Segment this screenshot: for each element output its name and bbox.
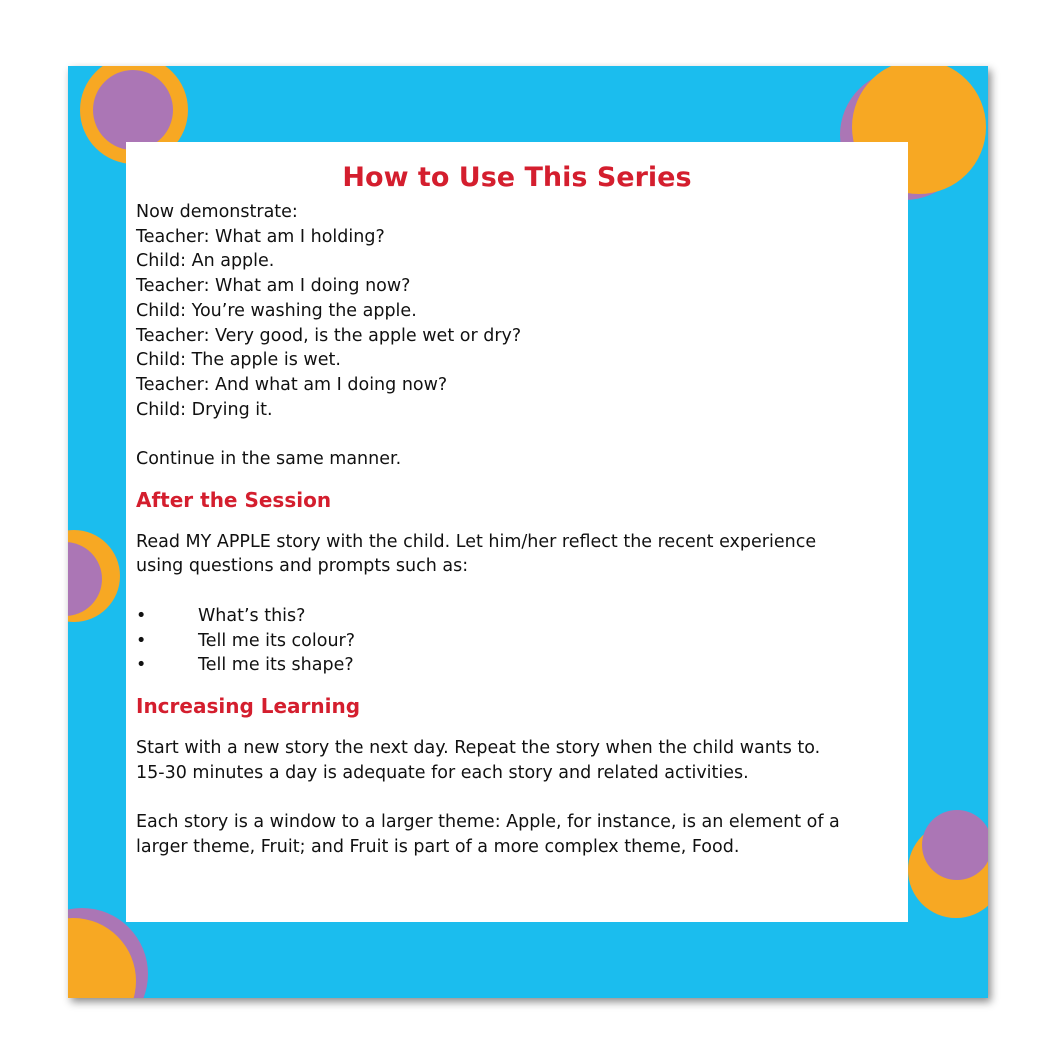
increasing-learning-text: Start with a new story the next day. Repeat the story when the child wants to. <box>136 737 821 758</box>
dialogue-line: Teacher: What am I holding? <box>136 226 385 247</box>
after-session-heading: After the Session <box>136 487 332 512</box>
decor-circle-tl-purple <box>93 70 173 150</box>
page-title: How to Use This Series <box>342 162 692 193</box>
dialogue-line: Teacher: Very good, is the apple wet or dry? <box>136 325 522 346</box>
dialogue-line: Child: The apple is wet. <box>136 350 341 371</box>
increasing-learning-text: larger theme, Fruit; and Fruit is part of a more complex theme, Food. <box>136 836 740 857</box>
bullet-symbol: • <box>136 605 147 626</box>
bullet-item <box>136 604 898 629</box>
dialogue-line: Teacher: What am I doing now? <box>136 276 411 297</box>
bullet-item <box>136 653 898 678</box>
dialogue-block <box>136 200 898 422</box>
dialogue-line: Teacher: And what am I doing now? <box>136 374 448 395</box>
increasing-learning-text: 15-30 minutes a day is adequate for each story and related activities. <box>136 762 749 783</box>
increasing-learning-text: Each story is a window to a larger theme: Apple, for instance, is an element of a <box>136 812 840 833</box>
increasing-learning-heading: Increasing Learning <box>136 693 361 718</box>
dialogue-line: Now demonstrate: <box>136 202 298 222</box>
bullet-text: Tell me its colour? <box>198 630 356 651</box>
continue-text: Continue in the same manner. <box>136 449 402 470</box>
bullet-symbol: • <box>136 655 147 676</box>
bullet-text: What’s this? <box>198 605 306 626</box>
page-frame <box>68 66 988 998</box>
dialogue-line: Child: An apple. <box>136 251 275 272</box>
bullet-text: Tell me its shape? <box>198 655 354 676</box>
bullet-item <box>136 629 898 654</box>
content-panel <box>126 142 908 922</box>
dialogue-line: Child: Drying it. <box>136 399 273 420</box>
after-session-text: Read MY APPLE story with the child. Let him/her reflect the recent experience <box>136 531 817 552</box>
after-session-text: using questions and prompts such as: <box>136 556 469 577</box>
dialogue-line: Child: You’re washing the apple. <box>136 300 417 321</box>
bullet-symbol: • <box>136 630 147 651</box>
decor-circle-br-purple <box>922 810 988 880</box>
